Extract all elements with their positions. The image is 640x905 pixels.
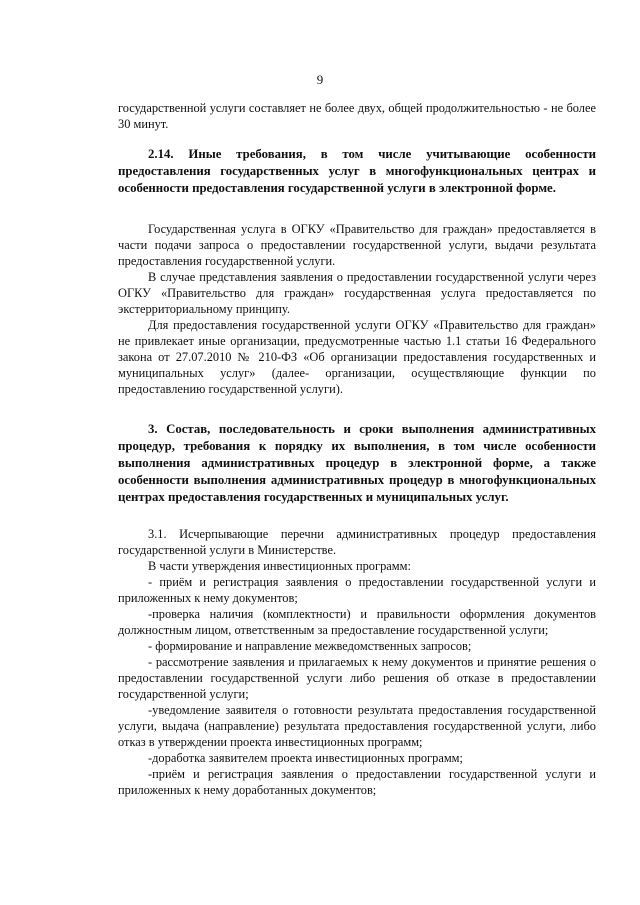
continuation-paragraph: государственной услуги составляет не более двух, общей продолжительностью - не более 30 минут. bbox=[118, 101, 596, 131]
list-item: -приём и регистрация заявления о предоставлении государственной услуги и приложенных к нему доработанных документов; bbox=[118, 767, 596, 797]
document-body bbox=[118, 100, 596, 798]
paragraph: В случае представления заявления о предоставлении государственной услуги через ОГКУ «Правительство для граждан» государственная услуга предоставляется по экстерриториальному принципу. bbox=[118, 270, 596, 316]
list-item: - приём и регистрация заявления о предоставлении государственной услуги и приложенных к нему документов; bbox=[118, 575, 596, 605]
list-item: - формирование и направление межведомственных запросов; bbox=[148, 639, 472, 653]
list-item: -уведомление заявителя о готовности результата предоставления государственной услуги, выдача (направление) результата предоставления государственной услуги, либо отказ в утверждении проекта инвестиционных программ; bbox=[118, 703, 596, 749]
paragraph: 3.1. Исчерпывающие перечни административных процедур предоставления государственной услуги в Министерстве. bbox=[118, 527, 596, 557]
paragraph: В части утверждения инвестиционных программ: bbox=[148, 559, 411, 573]
list-item: -проверка наличия (комплектности) и правильности оформления документов должностным лицом, ответственным за предоставление государственной услуги; bbox=[118, 607, 596, 637]
page-number: 9 bbox=[316, 72, 324, 87]
paragraph: Для предоставления государственной услуги ОГКУ «Правительство для граждан» не привлекает иные организации, предусмотренные частью 1.1 статьи 16 Федерального закона от 27.07.2010 № 210-ФЗ «Об организации предоставления государственных и муниципальных услуг» (далее- организации, осуществляющие функции по предоставлению государственной услуги). bbox=[118, 318, 596, 396]
list-item: -доработка заявителем проекта инвестиционных программ; bbox=[148, 751, 463, 765]
list-item: - рассмотрение заявления и прилагаемых к нему документов и принятие решения о предоставлении государственной услуги либо решения об отказе в предоставлении государственной услуги; bbox=[118, 655, 596, 701]
paragraph: Государственная услуга в ОГКУ «Правительство для граждан» предоставляется в части подачи запроса о предоставлении государственной услуги, выдачи результата предоставления государственной услуги. bbox=[118, 222, 596, 268]
section-heading-3: 3. Состав, последовательность и сроки выполнения административных процедур, требования к порядку их выполнения, в том числе особенности выполнения административных процедур в электронной форме, а также особенности выполнения административных процедур в многофункциональных центрах предоставления государственных и муниципальных услуг. bbox=[118, 422, 596, 504]
section-heading-2-14: 2.14. Иные требования, в том числе учитывающие особенности предоставления государственных услуг в многофункциональных центрах и особенности предоставления государственной услуги в электронной форме. bbox=[118, 147, 596, 195]
